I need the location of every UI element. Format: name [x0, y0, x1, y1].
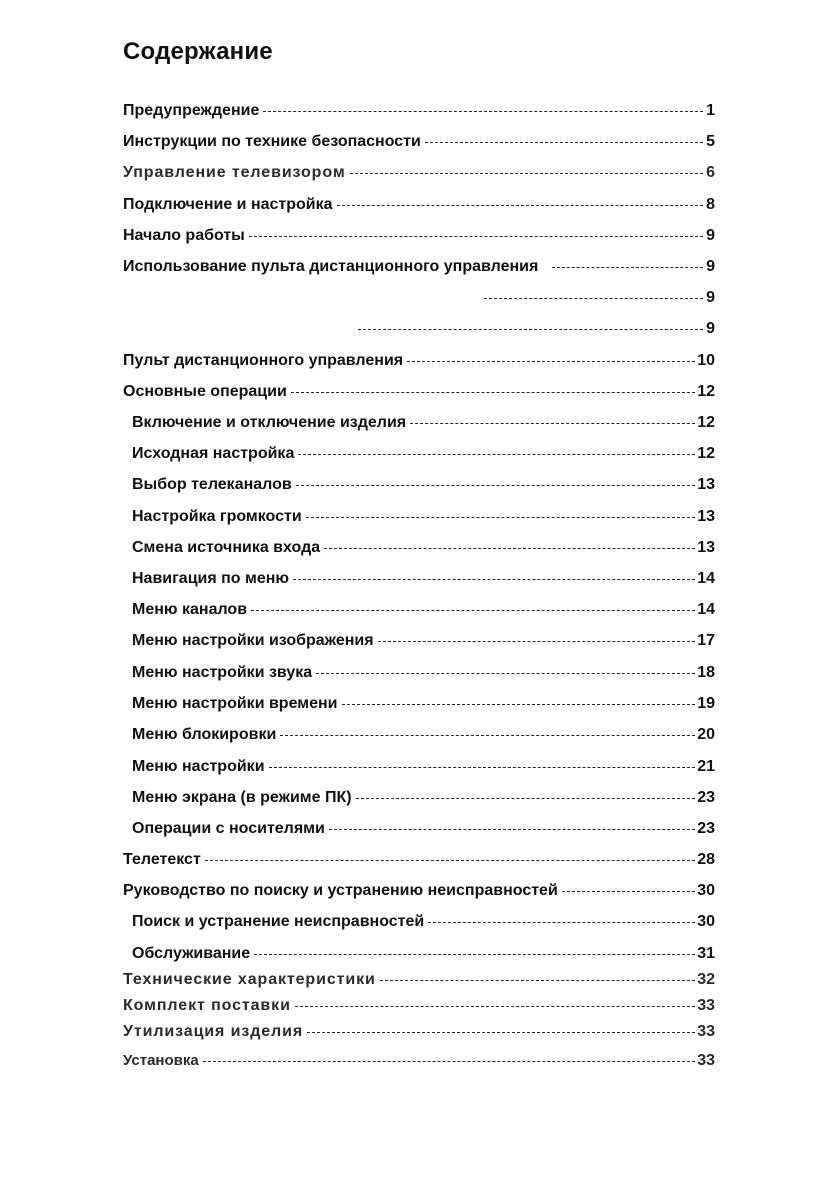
toc-entry-label: Пульт дистанционного управления: [123, 352, 404, 369]
toc-page-number: 33: [697, 997, 715, 1014]
toc-entry-label: Поиск и устранение неисправностей: [132, 913, 425, 930]
toc-entry-label: Включение и отключение изделия: [132, 414, 407, 431]
toc-dot-leader: [552, 267, 703, 268]
toc-entry-tv-control[interactable]: [123, 162, 715, 184]
toc-dot-leader: [329, 829, 695, 830]
toc-dot-leader: [307, 1032, 695, 1033]
toc-entry-label: Предупреждение: [123, 102, 260, 119]
toc-entry-connection[interactable]: [123, 194, 715, 216]
toc-page-number: 9: [706, 320, 715, 337]
toc-entry-input-source[interactable]: [132, 537, 715, 559]
toc-entry-label: Меню каналов: [132, 601, 248, 618]
toc-entry-label: Инструкции по технике безопасности: [123, 133, 421, 150]
toc-entry-lock-menu[interactable]: [132, 724, 715, 746]
toc-entry-label: Основные операции: [123, 383, 287, 400]
toc-page-number: 20: [697, 726, 715, 743]
toc-page-number: 9: [706, 227, 715, 244]
toc-entry-sound-menu[interactable]: [132, 662, 715, 684]
toc-entry-channel-menu[interactable]: [132, 599, 715, 621]
toc-page-number: 12: [697, 414, 715, 431]
toc-entry-label: Телетекст: [123, 851, 201, 868]
toc-dot-leader: [249, 236, 703, 237]
toc-page-number: 31: [697, 945, 715, 962]
toc-dot-leader: [410, 423, 695, 424]
toc-dot-leader: [306, 517, 696, 518]
toc-entry-label: Меню настройки времени: [132, 695, 338, 712]
toc-entry-blank-2[interactable]: [358, 318, 715, 340]
toc-entry-picture-menu[interactable]: [132, 630, 715, 652]
toc-page-number: 12: [697, 445, 715, 462]
toc-entry-label: Меню настройки изображения: [132, 632, 374, 649]
toc-entry-teletext[interactable]: [123, 849, 715, 871]
toc-entry-label: Выбор телеканалов: [132, 476, 292, 493]
toc-page-number: 13: [697, 476, 715, 493]
toc-entry-media[interactable]: [132, 818, 715, 840]
toc-page-number: 1: [706, 102, 715, 119]
toc-entry-label: Управление телевизором: [123, 164, 346, 181]
toc-dot-leader: [342, 704, 696, 705]
toc-entry-label: Комплект поставки: [123, 997, 291, 1014]
toc-entry-time-menu[interactable]: [132, 693, 715, 715]
toc-dot-leader: [251, 610, 695, 611]
toc-dot-leader: [337, 205, 703, 206]
toc-page-number: 28: [697, 851, 715, 868]
toc-page-number: 21: [697, 758, 715, 775]
toc-page-number: 12: [697, 383, 715, 400]
toc-entry-setup-menu[interactable]: [132, 756, 715, 778]
toc-dot-leader: [295, 1006, 695, 1007]
toc-page-number: 5: [706, 133, 715, 150]
toc-dot-leader: [378, 641, 696, 642]
toc-entry-label: Подключение и настройка: [123, 196, 333, 213]
toc-page-number: 19: [697, 695, 715, 712]
toc-page-number: 23: [697, 789, 715, 806]
toc-dot-leader: [324, 548, 695, 549]
toc-dot-leader: [269, 767, 696, 768]
toc-dot-leader: [407, 361, 695, 362]
toc-page-number: 8: [706, 196, 715, 213]
toc-entry-remote-control[interactable]: [123, 350, 715, 372]
toc-page-number: 14: [697, 570, 715, 587]
toc-entry-channel-select[interactable]: [132, 474, 715, 496]
toc-entry-label: Меню блокировки: [132, 726, 277, 743]
toc-page-number: 18: [697, 664, 715, 681]
toc-entry-troubleshooting[interactable]: [132, 911, 715, 933]
toc-entry-label: Начало работы: [123, 227, 245, 244]
toc-page-number: 17: [697, 632, 715, 649]
toc-dot-leader: [316, 673, 695, 674]
toc-page-number: 23: [697, 820, 715, 837]
toc-entry-warning[interactable]: [123, 100, 715, 122]
toc-entry-label: Установка: [123, 1052, 199, 1069]
toc-entry-label: Меню настройки звука: [132, 664, 313, 681]
toc-entry-troubleshooting-guide[interactable]: [123, 880, 715, 902]
toc-dot-leader: [425, 142, 703, 143]
toc-entry-label: Руководство по поиску и устранению неисправностей: [123, 882, 558, 899]
toc-entry-safety[interactable]: [123, 131, 715, 153]
toc-entry-volume[interactable]: [132, 506, 715, 528]
toc-entry-label: Меню экрана (в режиме ПК): [132, 789, 352, 806]
toc-entry-label: Использование пульта дистанционного управления: [123, 258, 539, 275]
toc-entry-remote-usage[interactable]: [123, 256, 715, 278]
toc-dot-leader: [484, 298, 703, 299]
toc-dot-leader: [562, 891, 695, 892]
toc-page-number: 6: [706, 164, 715, 181]
toc-page-number: 32: [697, 971, 715, 988]
toc-entry-package-contents[interactable]: [123, 995, 715, 1017]
toc-page-number: 9: [706, 258, 715, 275]
toc-dot-leader: [263, 111, 703, 112]
toc-dot-leader: [380, 980, 695, 981]
toc-entry-label: Навигация по меню: [132, 570, 290, 587]
toc-page-number: 13: [697, 539, 715, 556]
toc-page-number: 10: [697, 352, 715, 369]
toc-page-number: 30: [697, 913, 715, 930]
toc-dot-leader: [298, 454, 695, 455]
toc-entry-getting-started[interactable]: [123, 225, 715, 247]
toc-page-number: 33: [697, 1052, 715, 1069]
toc-dot-leader: [293, 579, 695, 580]
toc-dot-leader: [350, 173, 703, 174]
toc-page-number: 13: [697, 508, 715, 525]
toc-dot-leader: [205, 860, 695, 861]
toc-dot-leader: [296, 485, 695, 486]
toc-entry-disposal[interactable]: [123, 1021, 715, 1043]
toc-entry-basic-operations[interactable]: [123, 381, 715, 403]
toc-dot-leader: [356, 798, 696, 799]
toc-dot-leader: [203, 1061, 695, 1062]
toc-entry-label: Технические характеристики: [123, 971, 376, 988]
toc-dot-leader: [291, 392, 695, 393]
toc-page-number: 9: [706, 289, 715, 306]
page-title: Содержание: [123, 38, 273, 65]
toc-dot-leader: [280, 735, 695, 736]
toc-entry-label: Операции с носителями: [132, 820, 325, 837]
toc-page-number: 14: [697, 601, 715, 618]
toc-entry-specifications[interactable]: [123, 969, 715, 991]
toc-entry-label: Настройка громкости: [132, 508, 302, 525]
toc-entry-installation[interactable]: [123, 1050, 715, 1072]
toc-entry-screen-menu[interactable]: [132, 787, 715, 809]
toc-entry-blank-1[interactable]: [484, 287, 715, 309]
toc-entry-label: Обслуживание: [132, 945, 251, 962]
toc-entry-label: Меню настройки: [132, 758, 265, 775]
toc-dot-leader: [358, 329, 703, 330]
toc-entry-label: Утилизация изделия: [123, 1023, 304, 1040]
toc-dot-leader: [428, 922, 695, 923]
toc-entry-label: Смена источника входа: [132, 539, 321, 556]
toc-entry-label: Исходная настройка: [132, 445, 295, 462]
toc-page-number: 33: [697, 1023, 715, 1040]
toc-page-number: 30: [697, 882, 715, 899]
toc-entry-menu-navigation[interactable]: [132, 568, 715, 590]
toc-entry-power[interactable]: [132, 412, 715, 434]
toc-entry-initial-setup[interactable]: [132, 443, 715, 465]
toc-entry-maintenance[interactable]: [132, 943, 715, 965]
toc-dot-leader: [254, 954, 695, 955]
